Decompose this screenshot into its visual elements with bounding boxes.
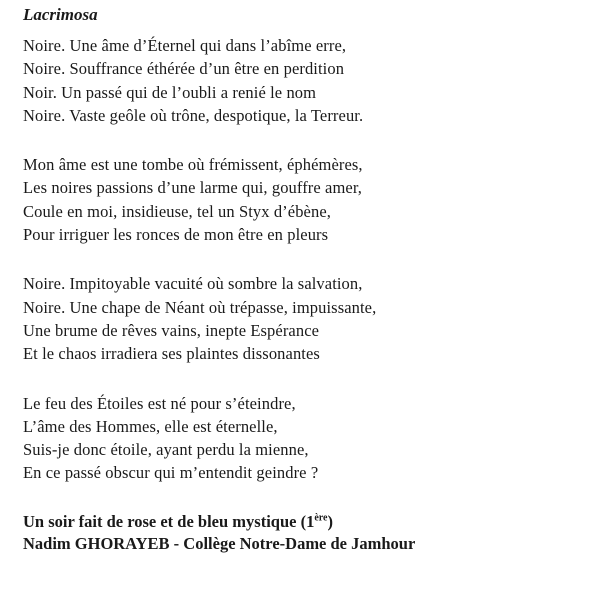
poem-page xyxy=(23,4,583,555)
verse-line: Noire. Impitoyable vacuité où sombre la salvation, xyxy=(23,274,363,294)
stanza-3 xyxy=(23,272,583,365)
verse-line: Mon âme est une tombe où frémissent, éphémères, xyxy=(23,155,363,175)
stanza-2 xyxy=(23,153,583,246)
grade-superscript: ère xyxy=(314,512,328,524)
collection-title: Un soir fait de rose et de bleu mystique (1 xyxy=(23,511,315,531)
verse-line: Pour irriguer les ronces de mon être en pleurs xyxy=(23,225,329,245)
verse-line: Les noires passions d’une larme qui, gouffre amer, xyxy=(23,178,362,198)
verse-line: Noire. Une chape de Néant où trépasse, impuissante, xyxy=(23,297,377,317)
verse-line: Et le chaos irradiera ses plaintes dissonantes xyxy=(23,344,320,364)
verse-line: Noire. Vaste geôle où trône, despotique, la Terreur. xyxy=(23,105,364,125)
verse-line: Une brume de rêves vains, inepte Espérance xyxy=(23,320,320,340)
stanza-1 xyxy=(23,34,583,127)
poem-title: Lacrimosa xyxy=(23,5,98,24)
verse-line: Coule en moi, insidieuse, tel un Styx d’ébène, xyxy=(23,201,331,221)
verse-line: Noir. Un passé qui de l’oubli a renié le nom xyxy=(23,82,317,102)
verse-line: Le feu des Étoiles est né pour s’éteindre, xyxy=(23,393,296,413)
verse-line: Suis-je donc étoile, ayant perdu la mienne, xyxy=(23,440,309,460)
author-line: Nadim GHORAYEB - Collège Notre-Dame de Jamhour xyxy=(23,533,416,553)
verse-line: En ce passé obscur qui m’entendit geindre ? xyxy=(23,463,319,483)
collection-line xyxy=(23,511,583,533)
verse-line: Noire. Une âme d’Éternel qui dans l’abîme erre, xyxy=(23,36,347,55)
stanza-4 xyxy=(23,392,583,485)
verse-line: Noire. Souffrance éthérée d’un être en perdition xyxy=(23,59,345,79)
verse-line: L’âme des Hommes, elle est éternelle, xyxy=(23,416,278,436)
collection-close: ) xyxy=(327,511,333,531)
